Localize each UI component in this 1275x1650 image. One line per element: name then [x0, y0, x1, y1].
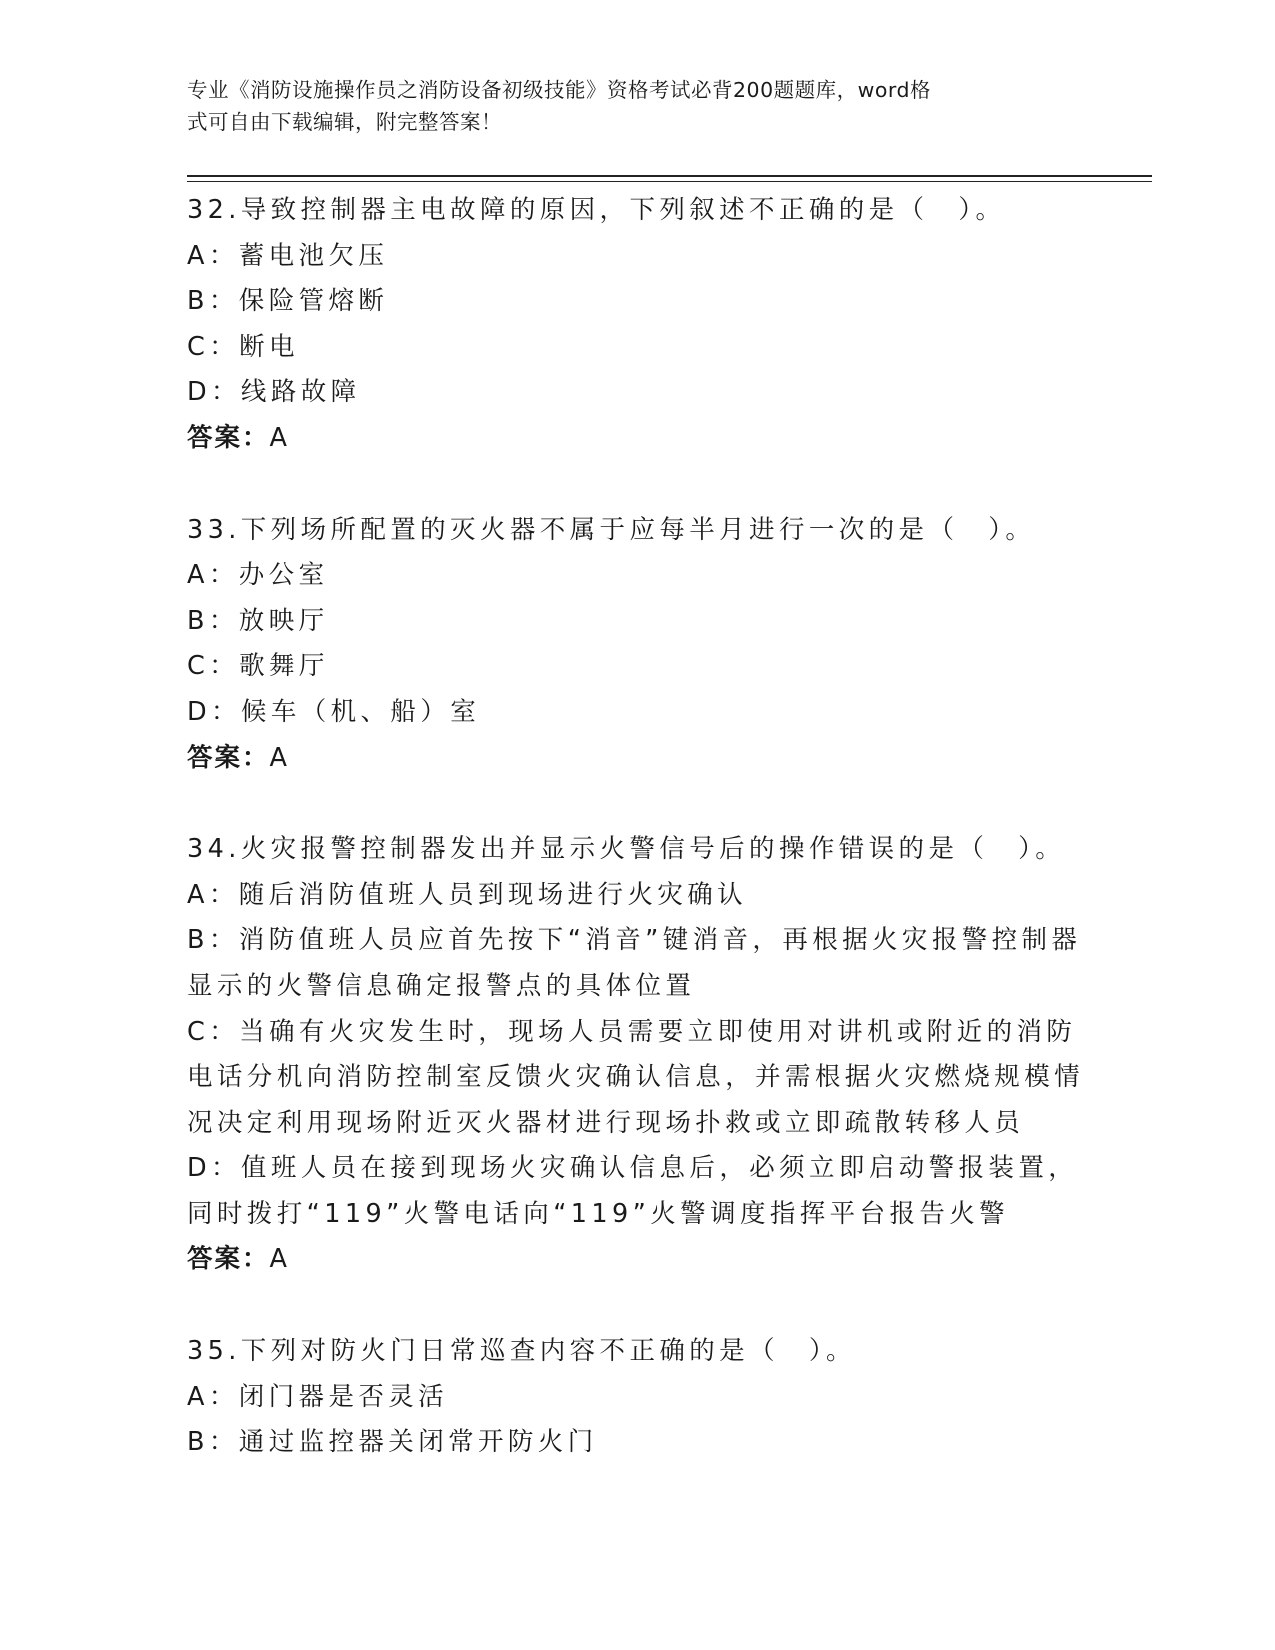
header-line-1: 专业《消防设施操作员之消防设备初级技能》资格考试必背200题题库，word格: [187, 78, 932, 102]
option-a: A：随后消防值班人员到现场进行火灾确认: [187, 879, 748, 910]
question-35: [187, 1329, 1087, 1466]
answer-label: 答案：: [187, 422, 270, 453]
header-divider-thin: [187, 181, 1152, 182]
answer-line: [187, 736, 1087, 782]
question-stem: 34.火灾报警控制器发出并显示火警信号后的操作错误的是（ ）。: [187, 834, 1066, 865]
answer-label: 答案：: [187, 742, 270, 773]
question-list: [187, 188, 1087, 1512]
document-header: [187, 74, 1077, 138]
option-b: B：消防值班人员应首先按下“消音”键消音，再根据火灾报警控制器显示的火警信息确定报警点的具体位置: [187, 925, 1082, 1001]
answer-line: [187, 416, 1087, 462]
option-c: C：当确有火灾发生时，现场人员需要立即使用对讲机或附近的消防电话分机向消防控制室反馈火灾确认信息，并需根据火灾燃烧规模情况决定利用现场附近灭火器材进行现场扑救或立即疏散转移人员: [187, 1016, 1085, 1138]
option-c: C：断电: [187, 331, 299, 362]
question-stem: 32.导致控制器主电故障的原因，下列叙述不正确的是（ ）。: [187, 195, 1006, 225]
answer-line: [187, 1237, 1087, 1283]
option-b: B：通过监控器关闭常开防火门: [187, 1427, 598, 1458]
option-d: D：值班人员在接到现场火灾确认信息后，必须立即启动警报装置，同时拨打“119”火警电话向“119”火警调度指挥平台报告火警: [187, 1153, 1079, 1229]
option-a: A：闭门器是否灵活: [187, 1381, 449, 1412]
option-a: A：蓄电池欠压: [187, 240, 389, 271]
option-a: A：办公室: [187, 560, 329, 591]
answer-label: 答案：: [187, 1244, 270, 1275]
option-b: B：放映厅: [187, 605, 329, 636]
question-34: [187, 827, 1087, 1283]
option-d: D：线路故障: [187, 377, 361, 408]
option-c: C：歌舞厅: [187, 651, 329, 682]
answer-value: A: [269, 742, 289, 773]
answer-value: A: [269, 1244, 289, 1275]
answer-value: A: [269, 422, 289, 453]
question-stem: 35.下列对防火门日常巡查内容不正确的是（ ）。: [187, 1336, 856, 1367]
header-divider-thick: [187, 175, 1152, 177]
option-d: D：候车（机、船）室: [187, 696, 481, 727]
question-32: [187, 188, 1087, 462]
question-stem: 33.下列场所配置的灭火器不属于应每半月进行一次的是（ ）。: [187, 514, 1036, 545]
header-line-2: 式可自由下载编辑，附完整答案！: [187, 110, 502, 134]
question-33: [187, 508, 1087, 782]
option-b: B：保险管熔断: [187, 286, 389, 317]
